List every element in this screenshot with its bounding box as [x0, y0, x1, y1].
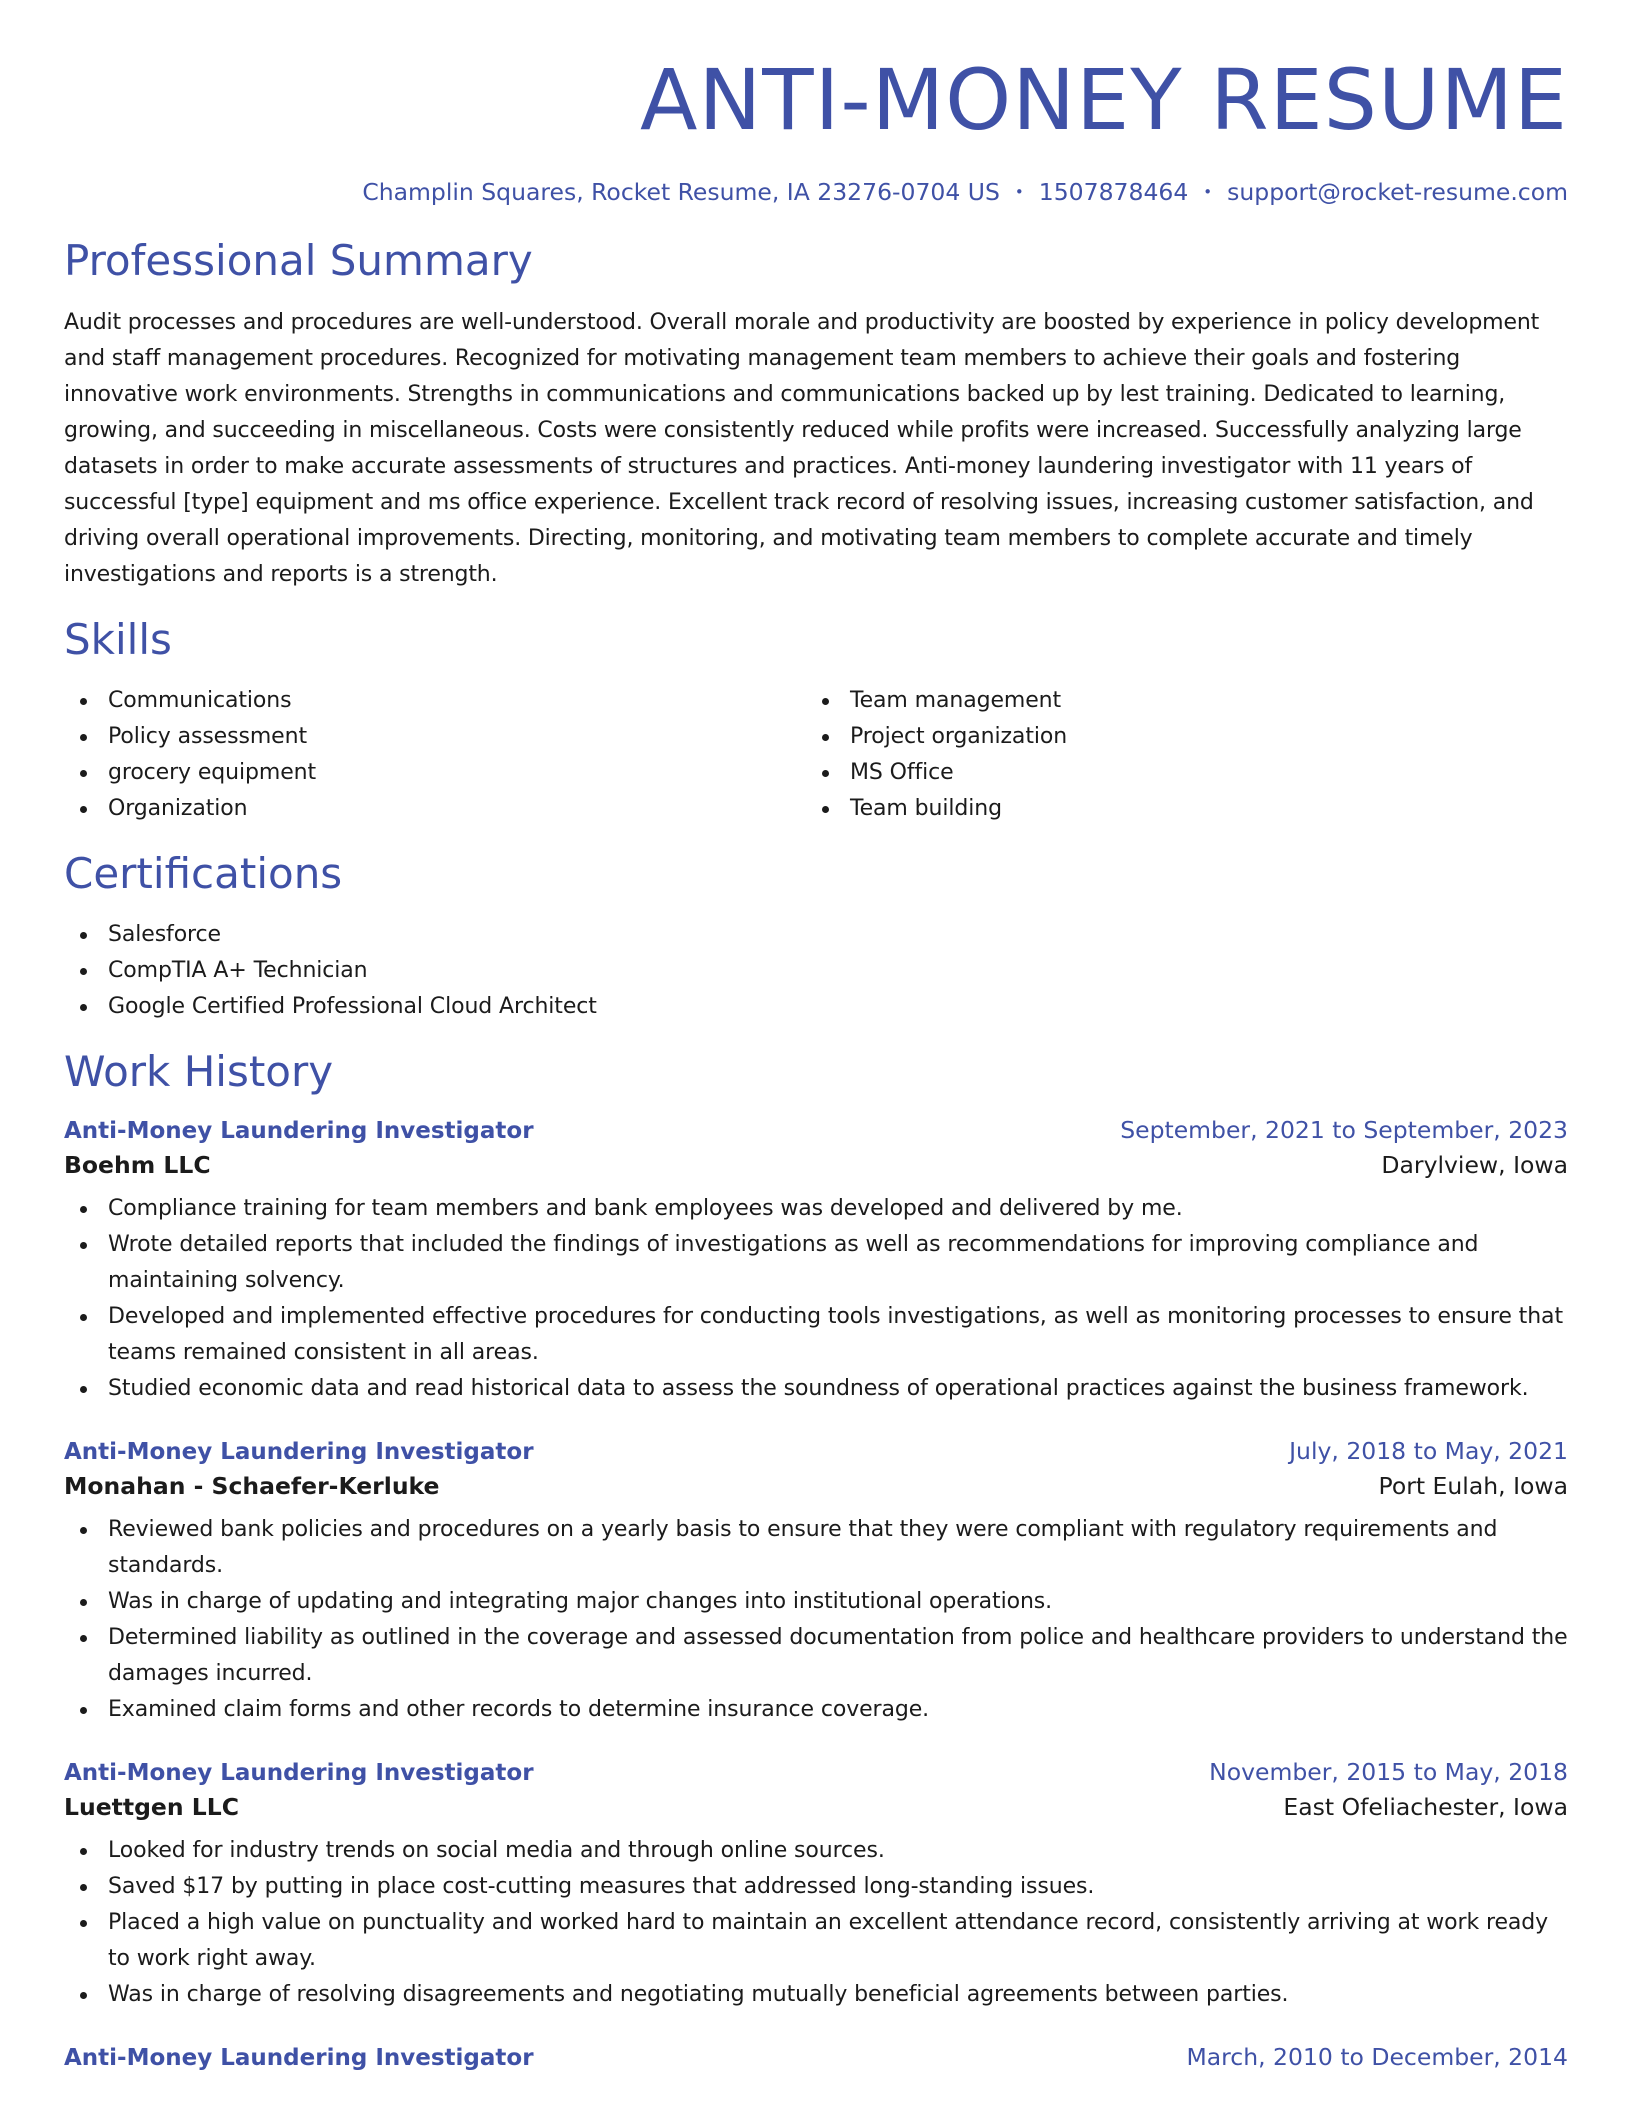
certification-item: CompTIA A+ Technician: [64, 953, 1568, 989]
job-title-row: [64, 2043, 1568, 2071]
job-title: Anti-Money Laundering Investigator: [64, 1438, 534, 1465]
job-bullet: Developed and implemented effective procedures for conducting tools investigations, as well as monitoring processes to ensure that teams remained consistent in all areas.: [64, 1299, 1568, 1371]
job-dates: March, 2010 to December, 2014: [1186, 2042, 1568, 2071]
job-entry: [64, 1437, 1568, 1728]
summary-heading: Professional Summary: [64, 236, 533, 286]
job-entry: [64, 1758, 1568, 2013]
skill-item: Organization: [64, 791, 806, 827]
skill-item: Project organization: [806, 719, 1548, 755]
skill-item: Team management: [806, 683, 1548, 719]
contact-separator: •: [1014, 182, 1024, 201]
summary-section: [64, 236, 1568, 592]
work-history-section: [64, 1047, 1568, 2070]
job-title: Anti-Money Laundering Investigator: [64, 1759, 534, 1786]
skills-section: [64, 615, 1568, 827]
summary-text: Audit processes and procedures are well-understood. Overall morale and productivity are boosted by experience in policy development and staff management procedures. Recognized for motivating management team members to achieve their goals and fostering innovative work environments. Strengths in communications and communications backed up by lest training. Dedicated to learning, growing, and succeeding in miscellaneous. Costs were consistently reduced while profits were increased. Successfully analyzing large datasets in order to make accurate assessments of structures and practices. Anti-money laundering investigator with 11 years of successful [type] equipment and ms office experience. Excellent track record of resolving issues, increasing customer satisfaction, and driving overall operational improvements. Directing, monitoring, and motivating team members to complete accurate and timely investigations and reports is a strength.: [64, 309, 1540, 587]
contact-line: [64, 178, 1568, 206]
skills-list-left: [64, 683, 806, 827]
job-bullet: Was in charge of updating and integrating major changes into institutional operations.: [64, 1584, 1568, 1620]
job-entry: [64, 1116, 1568, 1407]
job-bullet: Placed a high value on punctuality and worked hard to maintain an excellent attendance record, consistently arriving at work ready to work right away.: [64, 1905, 1568, 1977]
job-bullet: Examined claim forms and other records to determine insurance coverage.: [64, 1692, 1568, 1728]
skills-heading: Skills: [64, 614, 172, 664]
job-company-row: [64, 1793, 1568, 1821]
job-bullet: Studied economic data and read historical data to assess the soundness of operational practices against the business framework.: [64, 1371, 1568, 1407]
skill-item: Policy assessment: [64, 719, 806, 755]
skill-item: Team building: [806, 791, 1548, 827]
certifications-section: [64, 849, 1568, 1025]
job-entry: [64, 2043, 1568, 2071]
job-dates: November, 2015 to May, 2018: [1209, 1757, 1568, 1786]
skill-item: Communications: [64, 683, 806, 719]
job-title: Anti-Money Laundering Investigator: [64, 2044, 534, 2071]
job-bullet: Wrote detailed reports that included the findings of investigations as well as recommendations for improving compliance and maintaining solvency.: [64, 1227, 1568, 1299]
certification-item: Google Certified Professional Cloud Architect: [64, 989, 1568, 1025]
job-company: Boehm LLC: [64, 1150, 211, 1179]
job-location: Darylview, Iowa: [1381, 1150, 1568, 1179]
job-location: East Ofeliachester, Iowa: [1283, 1792, 1568, 1821]
certifications-heading: Certifications: [64, 848, 343, 898]
job-bullet: Determined liability as outlined in the coverage and assessed documentation from police and healthcare providers to understand the damages incurred.: [64, 1620, 1568, 1692]
job-bullets: [64, 1191, 1568, 1407]
contact-phone: 1507878464: [1038, 178, 1189, 206]
job-company: Monahan - Schaefer-Kerluke: [64, 1471, 440, 1500]
contact-address: Champlin Squares, Rocket Resume, IA 23276-0704 US: [362, 178, 1000, 206]
job-bullets: [64, 1833, 1568, 2013]
job-dates: September, 2021 to September, 2023: [1120, 1115, 1568, 1144]
skills-grid: [64, 683, 1568, 827]
certifications-list: [64, 917, 1568, 1025]
contact-separator: •: [1203, 182, 1213, 201]
job-title-row: [64, 1116, 1568, 1144]
resume-page: [64, 0, 1568, 2071]
job-bullet: Reviewed bank policies and procedures on a yearly basis to ensure that they were compliant with regulatory requirements and standards.: [64, 1512, 1568, 1584]
job-bullets: [64, 1512, 1568, 1728]
job-bullet: Compliance training for team members and bank employees was developed and delivered by me.: [64, 1191, 1568, 1227]
skill-item: grocery equipment: [64, 755, 806, 791]
resume-title: ANTI-MONEY RESUME: [640, 51, 1568, 149]
skills-list-right: [806, 683, 1548, 827]
job-location: Port Eulah, Iowa: [1378, 1471, 1568, 1500]
job-title-row: [64, 1437, 1568, 1465]
work-history-heading: Work History: [64, 1047, 334, 1097]
skill-item: MS Office: [806, 755, 1548, 791]
job-title-row: [64, 1758, 1568, 1786]
certification-item: Salesforce: [64, 917, 1568, 953]
contact-email[interactable]: support@rocket-resume.com: [1227, 178, 1568, 206]
job-company-row: [64, 1151, 1568, 1179]
job-title: Anti-Money Laundering Investigator: [64, 1117, 534, 1144]
job-bullet: Was in charge of resolving disagreements and negotiating mutually beneficial agreements between parties.: [64, 1977, 1568, 2013]
job-dates: July, 2018 to May, 2021: [1289, 1436, 1568, 1465]
job-bullet: Saved $17 by putting in place cost-cutting measures that addressed long-standing issues.: [64, 1869, 1568, 1905]
job-company-row: [64, 1472, 1568, 1500]
job-bullet: Looked for industry trends on social media and through online sources.: [64, 1833, 1568, 1869]
job-company: Luettgen LLC: [64, 1792, 239, 1821]
